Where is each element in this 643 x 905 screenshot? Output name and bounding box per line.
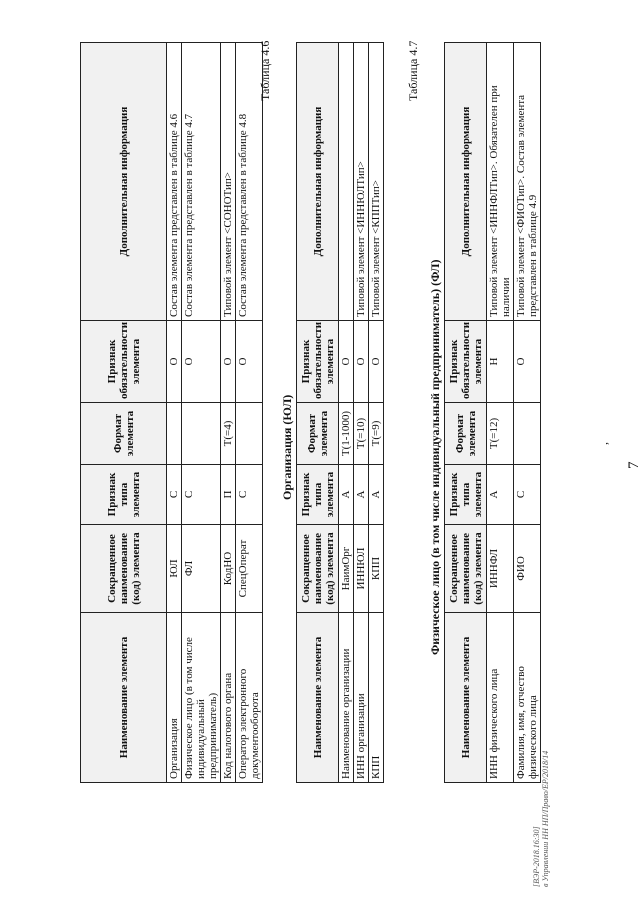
table-row <box>514 43 541 783</box>
page-number: 7 <box>626 461 642 469</box>
table-header <box>81 43 167 783</box>
cell-additional-info: Состав элемента представлен в таблице 4.7 <box>182 43 221 321</box>
header-element-name: Наименование элемента <box>81 613 167 783</box>
cell-element-format: T(=4) <box>221 403 236 465</box>
header-element-required: Признак обязательности элемента <box>297 321 339 403</box>
cell-element-code: ФЛ <box>182 525 221 613</box>
cell-element-required: О <box>236 321 263 403</box>
table-row <box>369 43 384 783</box>
page-mark: , <box>596 442 610 445</box>
cell-element-format: T(=9) <box>369 403 384 465</box>
cell-element-name: ИНН организации <box>354 613 369 783</box>
header-element-required: Признак обязательности элемента <box>445 321 487 403</box>
cell-additional-info: Состав элемента представлен в таблице 4.6 <box>167 43 182 321</box>
cell-element-name: Физическое лицо (в том числе индивидуальный предприниматель) <box>182 613 221 783</box>
cell-element-type: П <box>221 465 236 525</box>
cell-element-code: НаимОрг <box>339 525 354 613</box>
table-row <box>182 43 221 783</box>
cell-element-required: О <box>339 321 354 403</box>
cell-element-code: ЮЛ <box>167 525 182 613</box>
header-element-name: Наименование элемента <box>445 613 487 783</box>
table-header <box>297 43 339 783</box>
section-title-organization: Организация (ЮЛ) <box>280 394 294 500</box>
section-title-individual: Физическое лицо (в том числе индивидуальный предприниматель) (ФЛ) <box>428 259 442 655</box>
cell-element-code: ФИО <box>514 525 541 613</box>
table-row <box>354 43 369 783</box>
cell-element-type: А <box>487 465 514 525</box>
cell-element-required: О <box>167 321 182 403</box>
table-row <box>167 43 182 783</box>
cell-element-name: Оператор электронного документооборота <box>236 613 263 783</box>
cell-element-type: С <box>514 465 541 525</box>
cell-additional-info <box>339 43 354 321</box>
cell-element-code: СпецОперат <box>236 525 263 613</box>
cell-element-required: О <box>221 321 236 403</box>
cell-element-format <box>236 403 263 465</box>
cell-element-required: О <box>514 321 541 403</box>
table-header <box>445 43 487 783</box>
table-organization <box>296 42 384 783</box>
stamp-line: в Управлении НН НП/Право/ЕР/2018/14 <box>541 750 550 887</box>
cell-element-name: Наименование организации <box>339 613 354 783</box>
cell-element-type: А <box>369 465 384 525</box>
table-caption-4-6: Таблица 4.6 <box>258 40 272 101</box>
cell-element-name: КПП <box>369 613 384 783</box>
cell-additional-info: Типовой элемент <ИННЮЛТип> <box>354 43 369 321</box>
cell-element-type: С <box>167 465 182 525</box>
table-row <box>339 43 354 783</box>
cell-additional-info: Состав элемента представлен в таблице 4.8 <box>236 43 263 321</box>
cell-additional-info: Типовой элемент <ИННФЛТип>. Обязателен при наличии <box>487 43 514 321</box>
stamp-line: [ВЭР-2018.16:30] <box>532 826 541 887</box>
cell-element-required: Н <box>487 321 514 403</box>
cell-element-code: КПП <box>369 525 384 613</box>
cell-element-required: О <box>369 321 384 403</box>
header-element-code: Сокращенное наименование (код) элемента <box>445 525 487 613</box>
cell-element-format <box>182 403 221 465</box>
cell-element-name: Организация <box>167 613 182 783</box>
cell-element-format: T(1-1000) <box>339 403 354 465</box>
cell-element-format: T(=10) <box>354 403 369 465</box>
cell-element-type: А <box>339 465 354 525</box>
header-element-type: Признак типа элемента <box>297 465 339 525</box>
header-element-format: Формат элемента <box>297 403 339 465</box>
header-additional-info: Дополнительная информация <box>297 43 339 321</box>
cell-element-code: ИННФЛ <box>487 525 514 613</box>
table-row <box>236 43 263 783</box>
cell-element-code: ИННЮЛ <box>354 525 369 613</box>
cell-element-name: ИНН физического лица <box>487 613 514 783</box>
header-element-format: Формат элемента <box>81 403 167 465</box>
cell-element-format <box>514 403 541 465</box>
cell-element-required: О <box>182 321 221 403</box>
header-element-name: Наименование элемента <box>297 613 339 783</box>
header-element-required: Признак обязательности элемента <box>81 321 167 403</box>
table-row <box>221 43 236 783</box>
cell-additional-info: Типовой элемент <КППТип> <box>369 43 384 321</box>
header-element-format: Формат элемента <box>445 403 487 465</box>
header-element-code: Сокращенное наименование (код) элемента <box>81 525 167 613</box>
header-element-type: Признак типа элемента <box>81 465 167 525</box>
cell-additional-info: Типовой элемент <СОНОТип> <box>221 43 236 321</box>
cell-element-required: О <box>354 321 369 403</box>
cell-element-name: Код налогового органа <box>221 613 236 783</box>
table-individual <box>444 42 541 783</box>
cell-element-type: С <box>182 465 221 525</box>
header-additional-info: Дополнительная информация <box>81 43 167 321</box>
cell-element-code: КодНО <box>221 525 236 613</box>
header-additional-info: Дополнительная информация <box>445 43 487 321</box>
table-caption-4-7: Таблица 4.7 <box>406 40 420 101</box>
header-element-type: Признак типа элемента <box>445 465 487 525</box>
header-element-code: Сокращенное наименование (код) элемента <box>297 525 339 613</box>
table-row <box>487 43 514 783</box>
registration-stamp <box>532 737 550 887</box>
cell-element-format <box>167 403 182 465</box>
cell-element-type: А <box>354 465 369 525</box>
cell-element-format: T(=12) <box>487 403 514 465</box>
cell-element-name: Фамилия, имя, отчество физического лица <box>514 613 541 783</box>
table-document-structure <box>80 42 263 783</box>
cell-additional-info: Типовой элемент <ФИОТип>. Состав элемента представлен в таблице 4.9 <box>514 43 541 321</box>
cell-element-type: С <box>236 465 263 525</box>
